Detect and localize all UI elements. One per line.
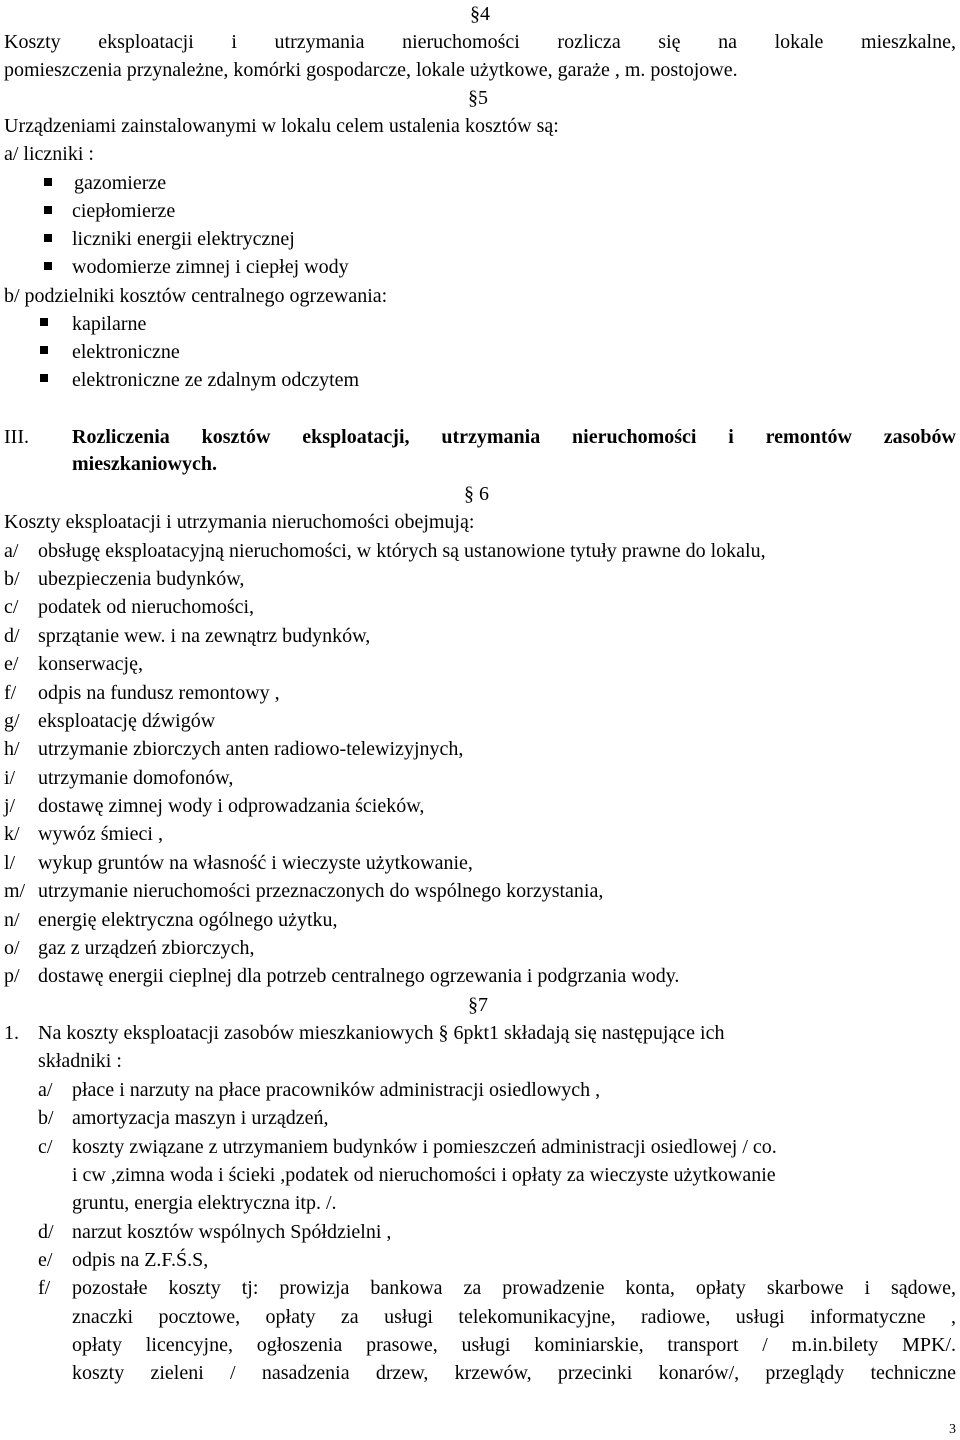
section-4-heading: §4 — [470, 3, 490, 25]
section-7-heading: §7 — [468, 994, 488, 1016]
heat-cost-allocators-label: b/ podzielniki kosztów centralnego ogrzewania: — [4, 285, 388, 307]
square-bullet-icon — [44, 178, 52, 186]
section-4-text-line-1: Koszty eksploatacji i utrzymania nieruchomości rozlicza się na lokale mieszkalne, — [4, 31, 956, 53]
section-7-number: 1. — [4, 1022, 19, 1044]
section-7-intro-line-2: składniki : — [38, 1050, 122, 1072]
square-bullet-icon — [40, 374, 48, 382]
square-bullet-icon — [40, 318, 48, 326]
document-page: §4 Koszty eksploatacji i utrzymania nieruchomości rozlicza się na lokale mieszkalne, pomieszczenia przynależne, komórki gospodarcze, lokale użytkowe, garaże , m. postojowe. §5 Urządzeniami zainstalowanymi w lokalu celem ustalenia kosztów są: a/ liczniki : gazomierze ciepłomierze liczniki energii elektrycznej wodomierze zimnej i ciepłej wody b/ podzielniki kosztów centralnego ogrzewania: kapilarne elektroniczne elektroniczne ze zdalnym odczytem III. Rozliczenia kosztów eksploatacji, utrzymania nieruchomości i remontów zasobów mieszkaniowych. § 6 Koszty eksploatacji i utrzymania nieruchomości obejmują: a/ obsługę eksploatacyjną nieruchomości, w których są ustanowione tytuły prawne do lokalu, b/ ubezpieczenia budynków, c/ podatek od nieruchomości, d/ sprzątanie wew. i na zewnątrz budynków, e/ konserwację, f/ odpis na fundusz remontowy , g/ eksploatację dźwigów h/ utrzymanie zbiorczych anten radiowo-telewizyjnych, i/ utrzymanie domofonów, j/ dostawę zimnej wody i odprowadzania ścieków, k/ wywóz śmieci , l/ wykup gruntów na własność i wieczyste użytkowanie, m/ utrzymanie nieruchomości przeznaczonych do wspólnego korzystania, n/ energię elektryczna ogólnego użytku, o/ gaz z urządzeń zbiorczych, p/ dostawę energii cieplnej dla potrzeb centralnego ogrzewania i podgrzania wody. §7 1. Na koszty eksploatacji zasobów mieszkaniowych § 6pkt1 składają się następujące ich składniki : a/ płace i narzuty na płace pracowników administracji osiedlowych , b/ amortyzacja maszyn i urządzeń, c/ koszty związane z utrzymaniem budynków i pomieszczeń administracji osiedlowej / co. i cw ,zimna woda i ścieki ,podatek od nieruchomości i opłaty za wieczyste użytkowanie gruntu, energia elektryczna itp. /. d/ narzut kosztów wspólnych Spółdzielni , e/ odpis na Z.F.Ś.S, f/ pozostałe koszty tj: prowizja bankowa za prowadzenie konta, opłaty skarbowe i sądowe, znaczki pocztowe, opłaty za usługi telekomunikacyjne, radiowe, usługi informatyczne , opłaty licencyjne, ogłoszenia prasowe, usługi kominiarskie, transport / m.in.bilety MPK/. koszty zieleni / nasadzenia drzew, krzewów, przecinki konarów/, przeglądy techniczne 3 — [4, 3, 956, 1437]
square-bullet-icon — [40, 346, 48, 354]
square-bullet-icon — [44, 206, 52, 214]
square-bullet-icon — [44, 234, 52, 242]
section-5-heading: §5 — [468, 87, 488, 109]
square-bullet-icon — [44, 262, 52, 270]
section-3-number: III. — [4, 426, 29, 448]
section-3-title-line-1: Rozliczenia kosztów eksploatacji, utrzymania nieruchomości i remontów zasobów — [72, 426, 956, 448]
section-5-intro: Urządzeniami zainstalowanymi w lokalu celem ustalenia kosztów są: — [4, 115, 559, 137]
section-3-title-line-2: mieszkaniowych. — [72, 453, 217, 475]
section-7-intro-line-1: Na koszty eksploatacji zasobów mieszkaniowych § 6pkt1 składają się następujące ich — [38, 1022, 725, 1044]
page-number: 3 — [949, 1422, 956, 1437]
section-6-heading: § 6 — [464, 483, 489, 505]
section-4-text-line-2: pomieszczenia przynależne, komórki gospodarcze, lokale użytkowe, garaże , m. postojowe. — [4, 59, 738, 81]
meters-label: a/ liczniki : — [4, 143, 94, 165]
section-6-intro: Koszty eksploatacji i utrzymania nieruchomości obejmują: — [4, 511, 475, 533]
